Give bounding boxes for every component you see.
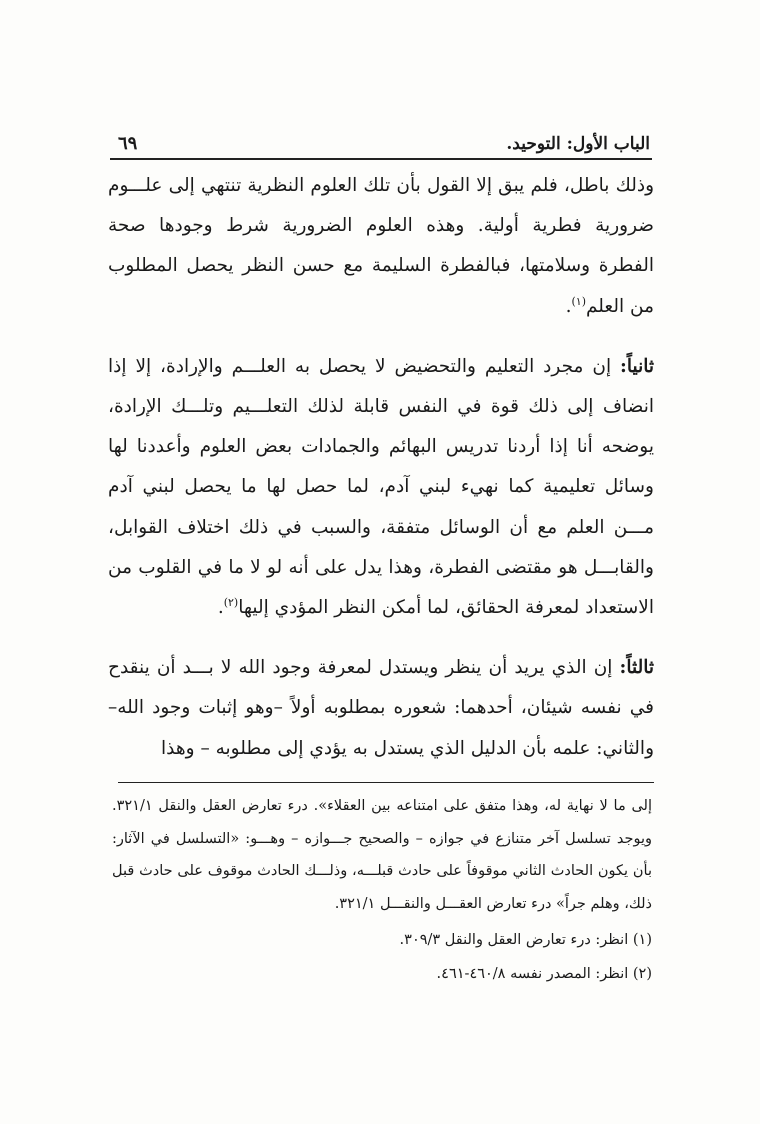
- footnotes: [112, 790, 652, 988]
- running-header: [110, 132, 652, 160]
- footnote-1: (١) انظر: درء تعارض العقل والنقل ٣٠٩/٣.: [399, 932, 652, 949]
- footnote-ref-2[interactable]: (٢): [223, 595, 239, 609]
- footnote-2: (٢) انظر: المصدر نفسه ٤٦٠/٨-٤٦١.: [436, 966, 652, 983]
- paragraph-2-end: .: [217, 597, 224, 619]
- page-number: ٦٩: [118, 133, 138, 154]
- footnote-continuation: إلى ما لا نهاية له، وهذا متفق على امتناعه بين العقلاء». درء تعارض العقل والنقل ٣٢١/١. ويوجد تسلسل آخر متنازع في جوازه – والصحيح جـــوازه – وهـــو: «التسلسل في الآثار: بأن يكون الحادث الثاني موقوفاً على حادث قبلـــه، وذلـــك الحادث موقوف على حادث قبل ذلك، وهلم جراً» درء تعارض العقـــل والنقـــل ٣٢١/١.: [112, 798, 652, 912]
- paragraph-2-lead: ثانياً:: [620, 355, 654, 377]
- footnote-ref-1[interactable]: (١): [571, 294, 586, 308]
- footnote-separator: [118, 782, 654, 783]
- paragraph-1: [108, 166, 654, 327]
- chapter-title: الباب الأول: التوحيد.: [506, 134, 650, 154]
- paragraph-1-end: .: [565, 295, 572, 317]
- paragraph-3-lead: ثالثاً:: [619, 657, 654, 679]
- paragraph-1-text: وذلك باطل، فلم يبق إلا القول بأن تلك العلوم النظرية تنتهي إلى علـــوم ضرورية فطرية أولية. وهذه العلوم الضرورية شرط وجودها صحة الفطرة وسلامتها، فبالفطرة السليمة مع حسن النظر يحصل المطلوب من العلم: [108, 175, 654, 317]
- paragraph-2: [108, 347, 654, 628]
- main-text: [108, 166, 654, 769]
- paragraph-3-text: إن الذي يريد أن ينظر ويستدل لمعرفة وجود الله لا بـــد أن ينقدح في نفسه شيئان، أحدهما: شعوره بمطلوبه أولاً –وهو إثبات وجود الله– والثاني: علمه بأن الدليل الذي يستدل به يؤدي إلى مطلوبه – وهذا: [108, 657, 654, 759]
- paragraph-3: [108, 648, 654, 769]
- paragraph-2-text: إن مجرد التعليم والتحضيض لا يحصل به العلـــم والإرادة، إلا إذا انضاف إلى ذلك قوة في النفس قابلة لذلك التعلـــيم وتلـــك الإرادة، يوضحه أنا إذا أردنا تدريس البهائم والجمادات بعض العلوم وأعددنا لها وسائل تعليمية كما نهيء لبني آدم، لما حصل لها ما يحصل لبني آدم مـــن العلم مع أن الوسائل متفقة، والسبب في ذلك اختلاف القوابل، والقابـــل هو مقتضى الفطرة، وهذا يدل على أنه لو لا ما في القلوب من الاستعداد لمعرفة الحقائق، لما أمكن النظر المؤدي إليها: [108, 355, 654, 619]
